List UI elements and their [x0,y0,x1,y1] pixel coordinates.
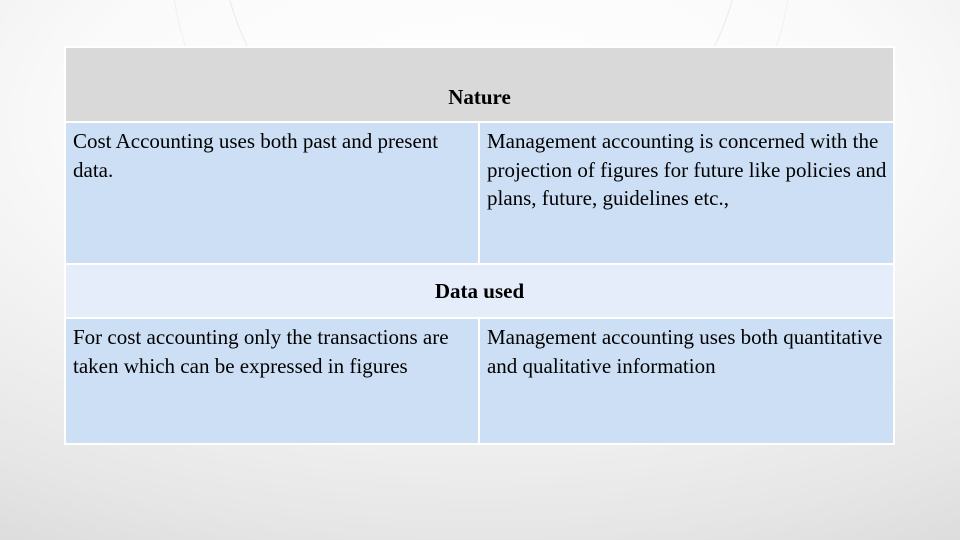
section-heading-nature: Nature [448,85,511,110]
table-row [65,122,894,264]
cost-accounting-nature-text: Cost Accounting uses both past and present data. [73,129,439,182]
management-accounting-cell [479,122,894,264]
management-accounting-cell [479,318,894,444]
cost-accounting-cell [65,318,479,444]
management-accounting-nature-text: Management accounting is concerned with the projection of figures for future like policies and plans, future, guidelines etc., [486,129,887,210]
section-header-cell [65,264,894,318]
comparison-table [64,46,895,445]
section-header-row [65,47,894,122]
cost-accounting-cell [65,122,479,264]
section-header-row [65,264,894,318]
section-heading-data-used: Data used [434,278,525,303]
management-accounting-data-text: Management accounting uses both quantitative and qualitative information [486,325,883,378]
section-header-cell [65,47,894,122]
table-row [65,318,894,444]
cost-accounting-data-text: For cost accounting only the transactions are taken which can be expressed in figures [73,325,449,378]
